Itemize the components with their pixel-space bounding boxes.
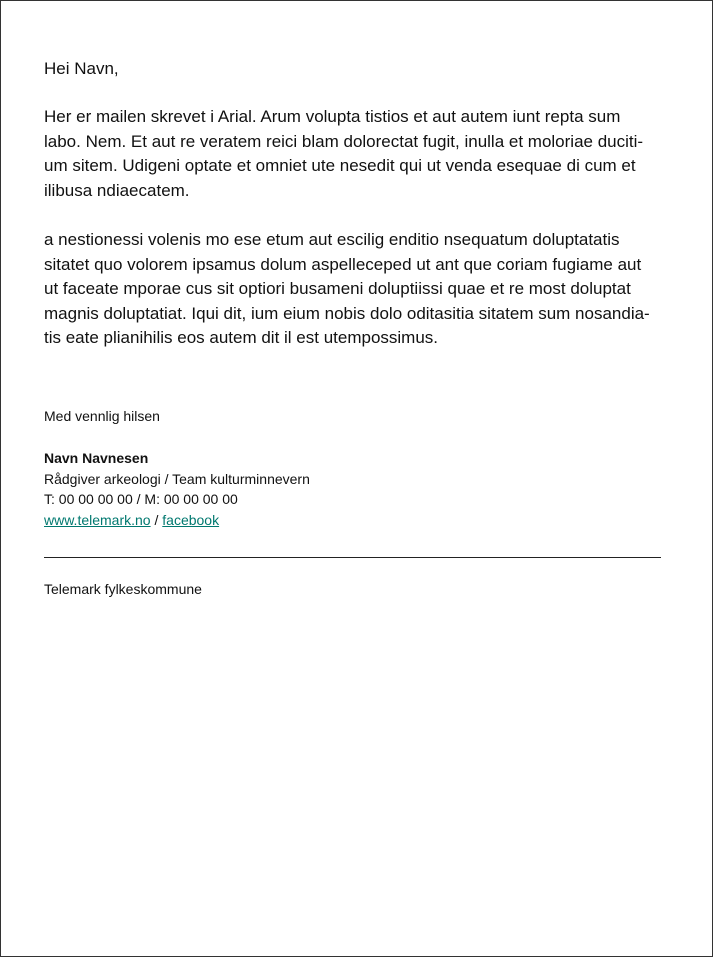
closing-text: Med vennlig hilsen (44, 408, 160, 424)
paragraph-line: Her er mailen skrevet i Arial. Arum volupta tistios et aut autem iunt repta sum (44, 107, 621, 126)
paragraph-line: labo. Nem. Et aut re veratem reici blam dolorectat fugit, inulla et moloriae duciti- (44, 131, 644, 151)
paragraph-line: ilibusa ndiaecatem. (44, 180, 190, 200)
signature-divider (44, 557, 661, 558)
paragraph-line: ut faceate mporae cus sit optiori busameni doluptiissi quae et re most doluptat (44, 279, 631, 298)
organization-name: Telemark fylkeskommune (44, 581, 202, 597)
paragraph-line: a nestionessi volenis mo ese etum aut escilig enditio nsequatum doluptatatis (44, 230, 620, 249)
website-link[interactable]: www.telemark.no (44, 511, 151, 528)
signature-links (44, 510, 310, 531)
paragraph-line: um sitem. Udigeni optate et omniet ute nesedit qui ut venda esequae di cum et (44, 156, 636, 175)
paragraph-line: sitatet quo volorem ipsamus dolum aspelleceped ut ant que coriam fugiame aut (44, 254, 642, 274)
signature-title: Rådgiver arkeologi / Team kulturminnevern (44, 470, 310, 487)
facebook-link[interactable]: facebook (162, 511, 220, 528)
body-paragraph-2 (44, 228, 684, 351)
paragraph-line: magnis doluptatiat. Iqui dit, ium eium nobis dolo oditasitia sitatem sum nosandia- (44, 303, 650, 323)
signature-block (44, 448, 310, 530)
paragraph-line: tis eate plianihilis eos autem dit il est utempossimus. (44, 328, 439, 347)
body-paragraph-1 (44, 105, 684, 203)
signature-phone: T: 00 00 00 00 / M: 00 00 00 00 (44, 491, 238, 507)
link-separator: / (150, 511, 163, 528)
signature-name: Navn Navnesen (44, 450, 149, 466)
greeting: Hei Navn, (44, 59, 119, 78)
